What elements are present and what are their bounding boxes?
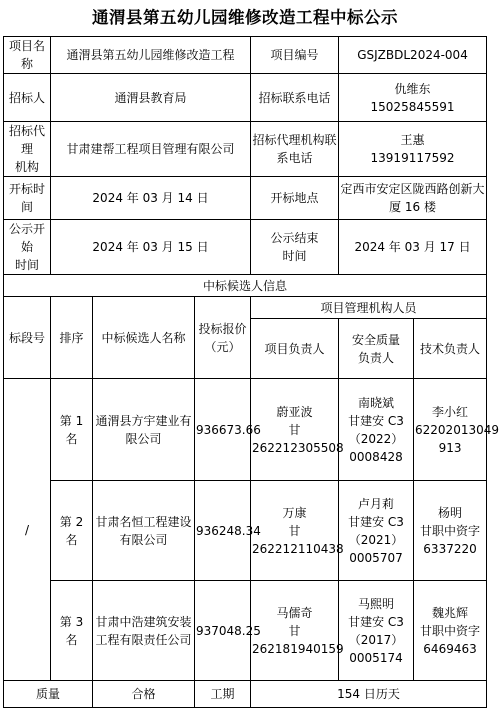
name-header: 中标候选人名称 — [93, 297, 195, 379]
candidate-bid: 937048.25 — [195, 581, 251, 681]
project-name: 通渭县第五幼儿园维修改造工程 — [51, 37, 251, 74]
project-name-label: 项目名称 — [4, 37, 51, 74]
agency-contact-phone: 13919117592 — [370, 151, 455, 165]
notice-start-label-line-2: 时间 — [14, 258, 39, 272]
bid-header-line-2: （元） — [204, 339, 241, 354]
notice-start: 2024 年 03 月 15 日 — [51, 220, 251, 275]
candidate-bid: 936248.34 — [195, 481, 251, 581]
tech-cert-line-1: 甘职中资字 — [420, 523, 481, 538]
project-row — [4, 37, 487, 74]
safety-cert-line-2: （2022） — [348, 431, 404, 446]
open-place-line-2: 厦 16 楼 — [389, 200, 436, 214]
project-no-label: 项目编号 — [251, 37, 339, 74]
tech-cert-line-2: 6337220 — [423, 541, 477, 556]
tech-cert-line-2: 913 — [438, 440, 462, 455]
tech-name: 杨明 — [438, 505, 463, 520]
candidate-rank: 第 1 名 — [51, 379, 93, 481]
table-row — [4, 481, 487, 581]
pm-name: 马儒奇 — [276, 605, 313, 620]
agency-contact-label-line-1: 招标代理机构联 — [252, 133, 337, 147]
safety-header-line-2: 负责人 — [358, 350, 395, 365]
notice-row — [4, 220, 487, 275]
pm-header: 项目负责人 — [251, 319, 339, 379]
candidate-name-line-2: 限公司 — [125, 431, 162, 446]
open-row — [4, 177, 487, 220]
candidates-section-row — [4, 275, 487, 297]
candidates-section-title: 中标候选人信息 — [4, 275, 487, 297]
safety-name: 卢月莉 — [358, 496, 395, 511]
agency-contact-name: 王惠 — [400, 133, 425, 147]
safety-cert-line-1: 甘建安 C3 — [348, 413, 404, 428]
tech-name: 魏兆辉 — [432, 605, 469, 620]
candidate-rank: 第 3 名 — [51, 581, 93, 681]
candidate-name-line-1: 甘肃中浩建筑安装 — [95, 614, 192, 629]
award-notice-table — [3, 36, 499, 708]
candidate-rank: 第 2 名 — [51, 481, 93, 581]
open-time: 2024 年 03 月 14 日 — [51, 177, 251, 220]
pm-cert: 甘 262212110438 — [252, 523, 344, 556]
table-row — [4, 581, 487, 681]
candidate-tech — [414, 581, 487, 681]
safety-cert-line-3: 0008428 — [349, 449, 403, 464]
agency-label-line-1: 招标代理 — [8, 124, 45, 156]
candidate-safety — [339, 581, 414, 681]
pm-name: 万康 — [282, 505, 307, 520]
agency-contact — [339, 122, 487, 177]
agency: 甘肃建帮工程项目管理有限公司 — [51, 122, 251, 177]
notice-end: 2024 年 03 月 17 日 — [339, 220, 487, 275]
rank-header: 排序 — [51, 297, 93, 379]
tech-cert-line-2: 6469463 — [423, 641, 477, 656]
candidate-name — [93, 379, 195, 481]
notice-end-label — [251, 220, 339, 275]
safety-cert-line-1: 甘建安 C3 — [348, 614, 404, 629]
team-header: 项目管理机构人员 — [251, 297, 487, 319]
quality-label: 质量 — [4, 681, 93, 708]
pm-cert: 甘 262181940159 — [252, 623, 344, 656]
bid-header-line-1: 投标报价 — [198, 321, 247, 336]
safety-header-line-1: 安全质量 — [352, 332, 401, 347]
candidate-name-line-1: 通渭县方宇建业有 — [95, 413, 192, 428]
safety-cert-line-2: （2017） — [348, 632, 404, 647]
pm-name: 蔚亚波 — [276, 404, 313, 419]
bid-header — [195, 297, 251, 379]
safety-cert-line-3: 0005707 — [349, 550, 403, 565]
safety-header — [339, 319, 414, 379]
agency-contact-label — [251, 122, 339, 177]
tech-cert-line-1: 甘职中资字 — [420, 623, 481, 638]
candidate-safety — [339, 481, 414, 581]
safety-cert-line-2: （2021） — [348, 532, 404, 547]
candidate-name-line-2: 工程有限责任公司 — [95, 632, 192, 647]
open-place-label: 开标地点 — [251, 177, 339, 220]
candidates-header-row-1 — [4, 297, 487, 319]
safety-cert-line-3: 0005174 — [349, 650, 403, 665]
candidate-pm — [251, 481, 344, 581]
pm-cert: 甘 262212305508 — [252, 422, 344, 455]
tech-name: 李小红 — [432, 404, 469, 419]
open-place — [339, 177, 487, 220]
table-row — [4, 379, 487, 481]
candidate-tech — [414, 379, 499, 481]
candidate-name — [93, 481, 195, 581]
footer-row — [4, 681, 487, 708]
lot-value: / — [4, 379, 51, 681]
project-no: GSJZBDL2024-004 — [339, 37, 487, 74]
notice-start-label-line-1: 公示开始 — [8, 222, 45, 254]
duration-value: 154 日历天 — [251, 681, 487, 708]
candidate-bid: 936673.66 — [195, 379, 251, 481]
candidate-safety — [339, 379, 414, 481]
tenderer-label: 招标人 — [4, 74, 51, 122]
candidate-tech — [414, 481, 487, 581]
notice-end-label-line-1: 公示结束 — [270, 231, 319, 245]
tenderer-contact-name: 仇维东 — [394, 81, 431, 96]
candidate-name — [93, 581, 195, 681]
tenderer-contact-phone: 15025845591 — [370, 99, 455, 114]
agency-contact-label-line-2: 系电话 — [276, 151, 313, 165]
page-title: 通渭县第五幼儿园维修改造工程中标公示 — [92, 8, 398, 27]
tech-header: 技术负责人 — [414, 319, 487, 379]
tenderer-contact-label: 招标联系电话 — [251, 74, 339, 122]
agency-row — [4, 122, 487, 177]
quality-value: 合格 — [93, 681, 195, 708]
open-place-line-1: 定西市安定区陇西路创新大 — [340, 182, 485, 196]
agency-label — [4, 122, 51, 177]
tenderer: 通渭县教育局 — [51, 74, 251, 122]
safety-name: 马熙明 — [358, 596, 395, 611]
duration-label: 工期 — [195, 681, 251, 708]
candidate-pm — [251, 581, 344, 681]
safety-cert-line-1: 甘建安 C3 — [348, 514, 404, 529]
safety-name: 南晓斌 — [358, 395, 395, 410]
candidate-pm — [251, 379, 344, 481]
agency-label-line-2: 机构 — [14, 160, 39, 174]
candidate-name-line-1: 甘肃名恒工程建设 — [95, 514, 192, 529]
tenderer-row — [4, 74, 487, 122]
notice-start-label — [4, 220, 51, 275]
lot-header: 标段号 — [4, 297, 51, 379]
open-time-label: 开标时间 — [4, 177, 51, 220]
notice-end-label-line-2: 时间 — [282, 249, 307, 263]
tenderer-contact — [339, 74, 487, 122]
tech-cert-line-1: 62202013049 — [415, 422, 499, 437]
candidate-name-line-2: 有限公司 — [119, 532, 168, 547]
